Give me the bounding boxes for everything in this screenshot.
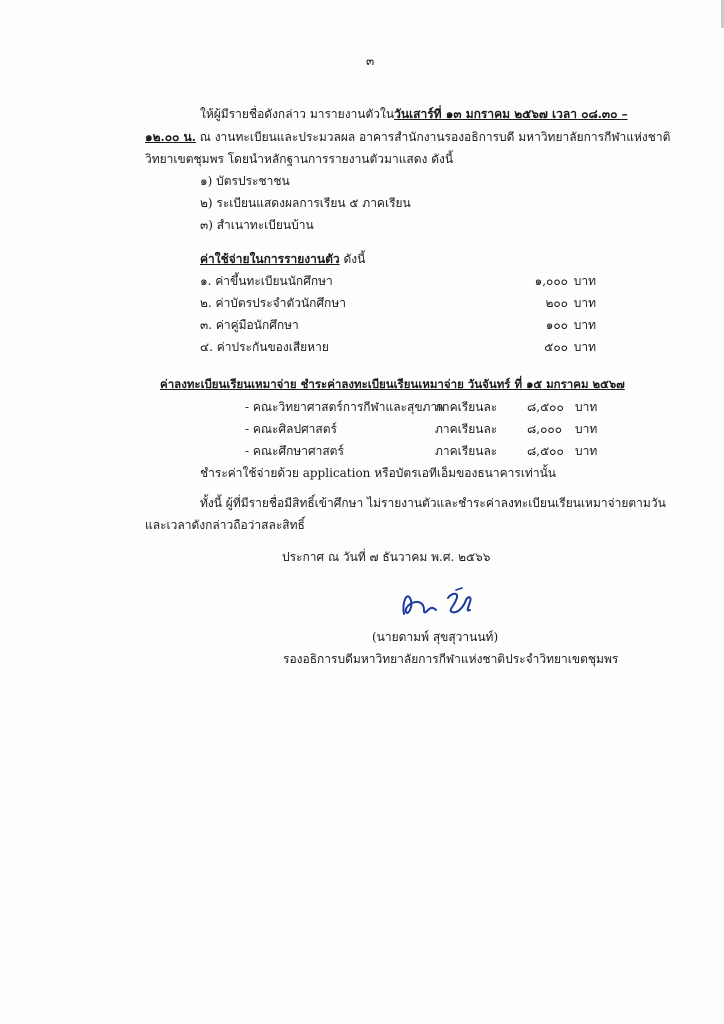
tuition-heading: ค่าลงทะเบียนเรียนเหมาจ่าย ชำระค่าลงทะเบียนเรียนเหมาจ่าย วันจันทร์ ที่ ๑๕ มกราคม ๒๕๖๗: [160, 377, 625, 391]
tuition-row: [0, 398, 724, 416]
fee-row: [200, 272, 596, 290]
tuition-faculty: - คณะศึกษาศาสตร์: [245, 444, 344, 458]
payment-note: ชำระค่าใช้จ่ายด้วย application หรือบัตรเอทีเอ็มของธนาคารเท่านั้น: [200, 466, 556, 480]
fees-heading-rest: ดังนี้: [343, 252, 366, 266]
document-item: ๑) บัตรประชาชน: [200, 174, 290, 188]
tuition-amount: ๘,๕๐๐: [527, 400, 564, 414]
report-end-time: ๑๒.๐๐ น.: [145, 130, 196, 144]
tuition-faculty: - คณะวิทยาศาสตร์การกีฬาและสุขภาพ: [245, 400, 446, 414]
announcement-date: ประกาศ ณ วันที่ ๗ ธันวาคม พ.ศ. ๒๕๖๖: [282, 550, 491, 564]
fee-label: ๓. ค่าคู่มือนักศึกษา: [200, 318, 299, 332]
fee-amount: ๑,๐๐๐: [534, 274, 568, 288]
intro-line-2-rest: ณ งานทะเบียนและประมวลผล อาคารสำนักงานรองอธิการบดี มหาวิทยาลัยการกีฬาแห่งชาติ: [199, 130, 671, 144]
signatory-position: รองอธิการบดีมหาวิทยาลัยการกีฬาแห่งชาติประจำวิทยาเขตชุมพร: [283, 652, 619, 666]
fee-unit: บาท: [573, 318, 596, 332]
signature-icon: [396, 584, 486, 624]
intro-line-1: [200, 105, 628, 124]
closing-line-1: ทั้งนี้ ผู้ที่มีรายชื่อมีสิทธิ์เข้าศึกษา ไม่รายงานตัวและชำระค่าลงทะเบียนเรียนเหมาจ่ายตามวัน: [200, 496, 666, 510]
intro-line-2: [145, 128, 670, 147]
tuition-unit: บาท: [575, 422, 598, 436]
tuition-term: ภาคเรียนละ: [435, 444, 498, 458]
closing-line-2: และเวลาดังกล่าวถือว่าสละสิทธิ์: [145, 518, 305, 532]
tuition-unit: บาท: [575, 444, 598, 458]
intro-line-1-prefix: ให้ผู้มีรายชื่อดังกล่าว มารายงานตัวใน: [200, 107, 395, 121]
tuition-term: ภาคเรียนละ: [435, 422, 498, 436]
fee-row: [200, 294, 596, 312]
tuition-row: [0, 420, 724, 438]
intro-line-3: วิทยาเขตชุมพร โดยนำหลักฐานการรายงานตัวมาแสดง ดังนี้: [145, 152, 454, 166]
tuition-faculty: - คณะศิลปศาสตร์: [245, 422, 337, 436]
page-number: ๓: [366, 54, 375, 68]
fee-unit: บาท: [573, 274, 596, 288]
tuition-amount: ๘,๐๐๐: [527, 422, 563, 436]
fee-label: ๒. ค่าบัตรประจำตัวนักศึกษา: [200, 296, 346, 310]
fee-row: [200, 338, 596, 356]
tuition-term: ภาคเรียนละ: [435, 400, 498, 414]
fees-heading-bold: ค่าใช้จ่ายในการรายงานตัว: [200, 252, 340, 266]
fees-heading: [200, 250, 365, 269]
fee-row: [200, 316, 596, 334]
tuition-row: [0, 442, 724, 460]
fee-label: ๑. ค่าขึ้นทะเบียนนักศึกษา: [200, 274, 333, 288]
fee-unit: บาท: [573, 340, 596, 354]
fee-amount: ๒๐๐: [545, 296, 568, 310]
document-item: ๒) ระเบียนแสดงผลการเรียน ๕ ภาคเรียน: [200, 196, 411, 210]
tuition-unit: บาท: [575, 400, 598, 414]
signatory-name: (นายดามพ์ สุขสุวานนท์): [372, 630, 499, 644]
report-date-time: วันเสาร์ที่ ๑๓ มกราคม ๒๕๖๗ เวลา ๐๘.๓๐ –: [394, 107, 628, 121]
fee-amount: ๑๐๐: [545, 318, 568, 332]
document-item: ๓) สำเนาทะเบียนบ้าน: [200, 218, 314, 232]
tuition-amount: ๘,๕๐๐: [527, 444, 564, 458]
fee-amount: ๕๐๐: [544, 340, 568, 354]
fee-label: ๔. ค่าประกันของเสียหาย: [200, 340, 329, 354]
fee-unit: บาท: [573, 296, 596, 310]
